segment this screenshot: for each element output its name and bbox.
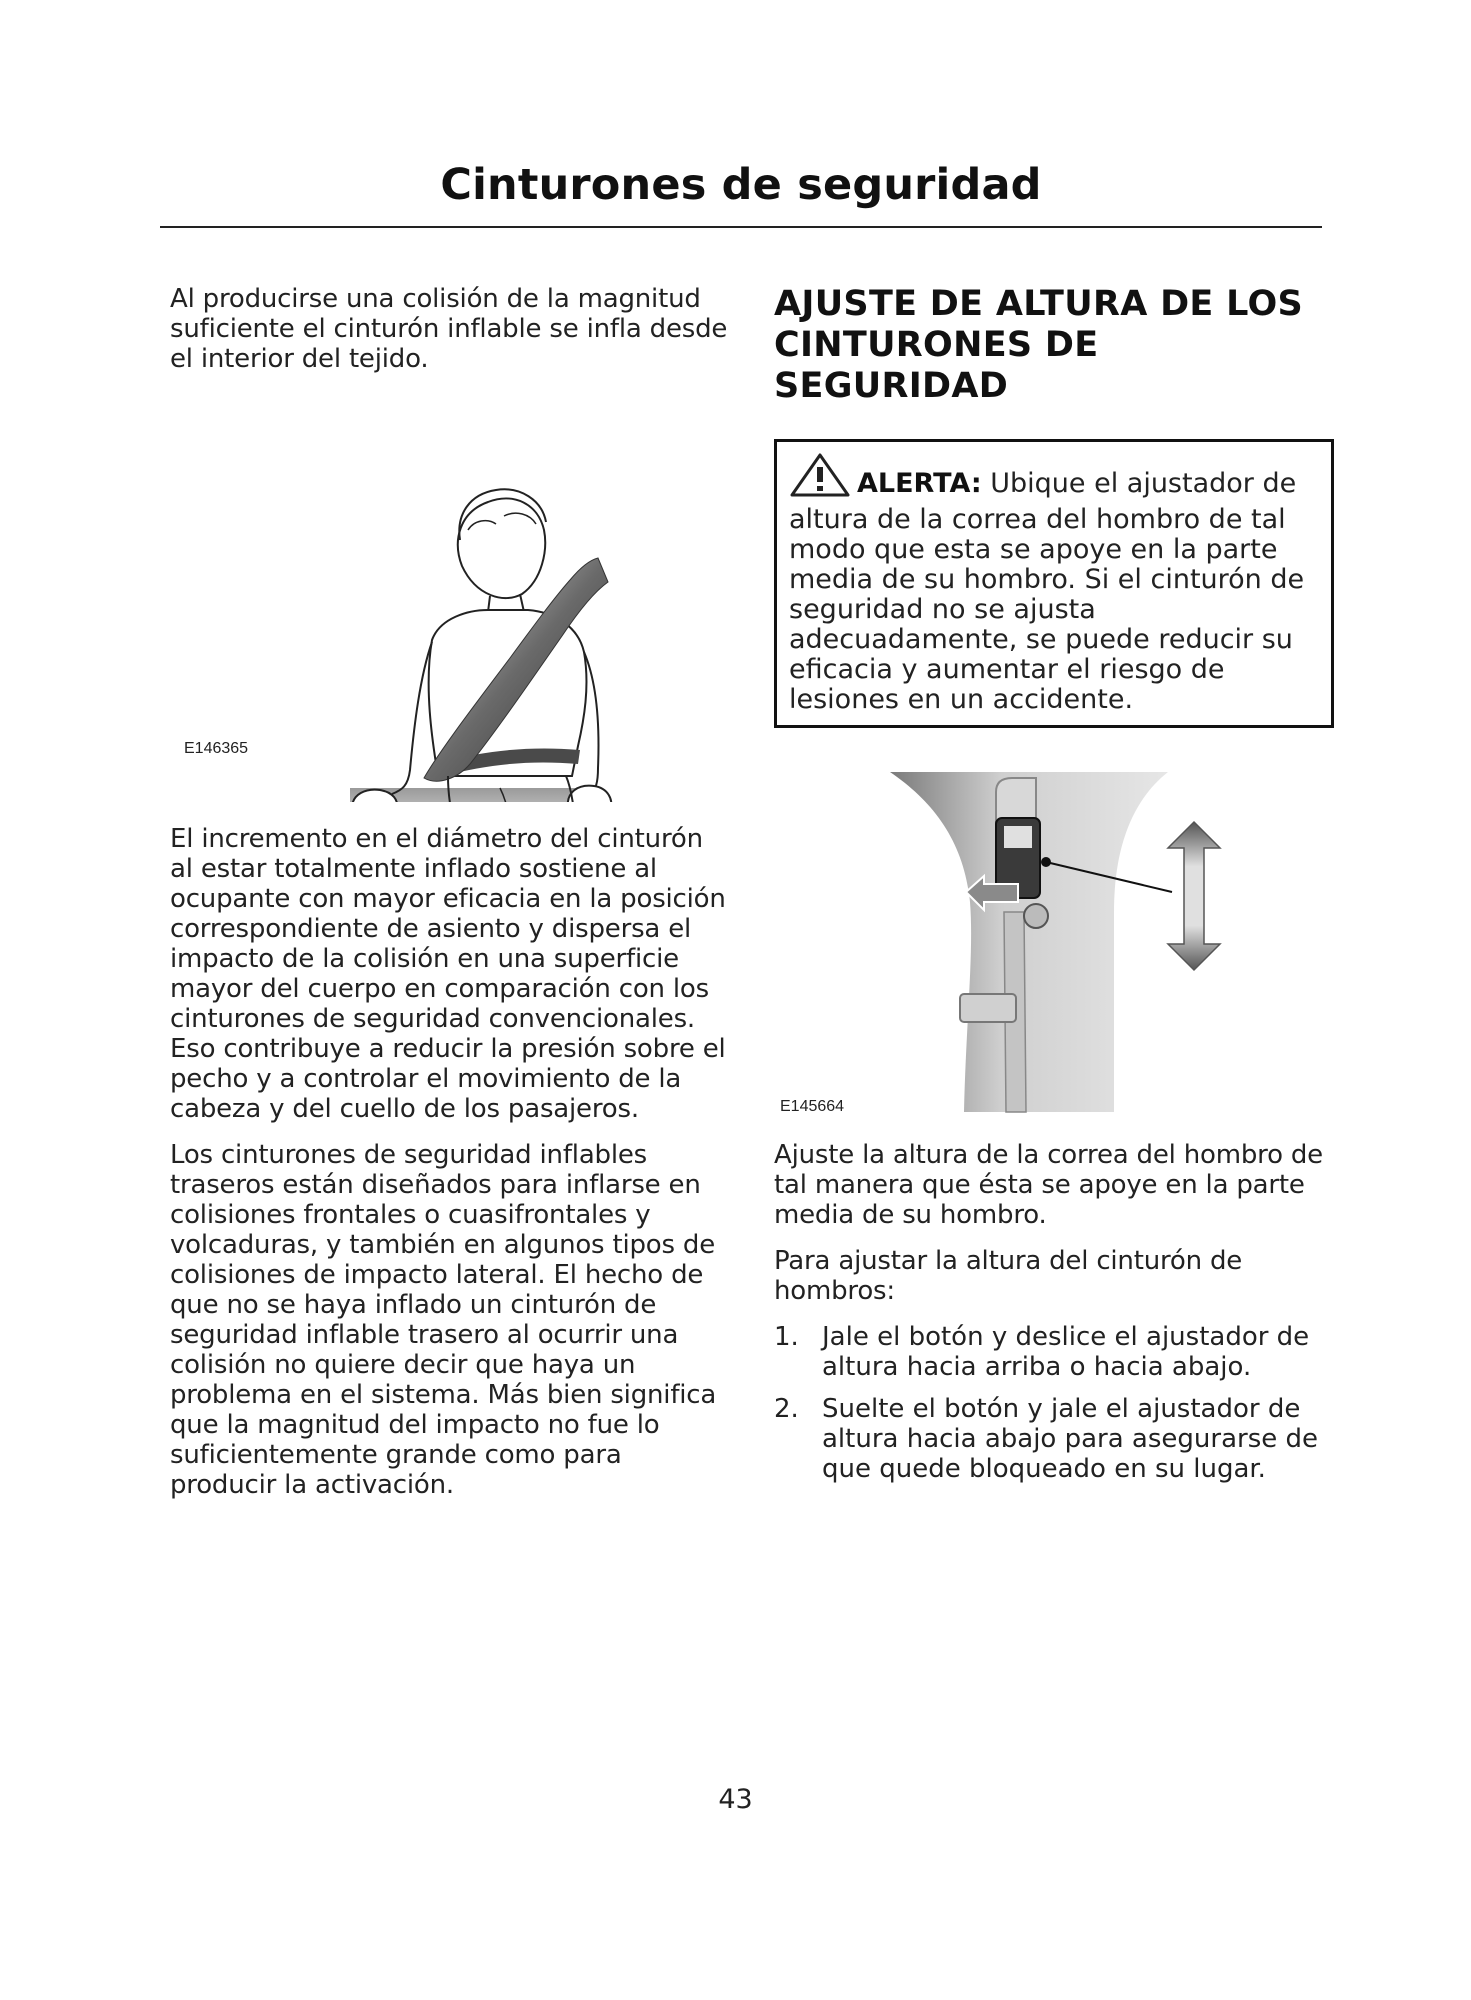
list-item bbox=[774, 1394, 1334, 1484]
figure-height-adjuster bbox=[774, 762, 1334, 1122]
paragraph-instructions-intro: Para ajustar la altura del cinturón de hombros: bbox=[774, 1246, 1243, 1306]
section-heading: AJUSTE DE ALTURA DE LOS CINTURONES DE SEGURIDAD bbox=[774, 284, 1304, 406]
right-column bbox=[774, 284, 1334, 1496]
warning-triangle-icon bbox=[789, 452, 851, 505]
paragraph-rear-inflatable: Los cinturones de seguridad inflables traseros están diseñados para inflarse en colisiones frontales o cuasifrontales y volcaduras, y también en algunos tipos de colisiones de impacto lateral. El hecho de que no se haya inflado un cinturón de seguridad inflable trasero al ocurrir una colisión no quiere decir que haya un problema en el sistema. Más bien significa que la magnitud del impacto no fue lo suficientemente grande como para producir la activación. bbox=[170, 1140, 717, 1500]
figure-code: E146365 bbox=[184, 740, 249, 757]
alert-box bbox=[774, 439, 1334, 728]
paragraph-inflation-effect: El incremento en el diámetro del cinturón al estar totalmente inflado sostiene al ocupante con mayor eficacia en la posición correspondiente de asiento y dispersa el impacto de la colisión en una superficie mayor del cuerpo en comparación con los cinturones de seguridad convencionales. Eso contribuye a reducir la presión sobre el pecho y a controlar el movimiento de la cabeza y del cuello de los pasajeros. bbox=[170, 824, 726, 1124]
intro-paragraph: Al producirse una colisión de la magnitud suficiente el cinturón inflable se infla desde el interior del tejido. bbox=[170, 284, 728, 374]
left-column bbox=[170, 284, 730, 1516]
title-divider bbox=[160, 226, 1322, 228]
steps-list bbox=[774, 1322, 1334, 1484]
step-text: Suelte el botón y jale el ajustador de altura hacia abajo para asegurarse de que quede bloqueado en su lugar. bbox=[822, 1394, 1319, 1484]
page-number: 43 bbox=[718, 1784, 753, 1815]
step-text: Jale el botón y deslice el ajustador de altura hacia arriba o hacia abajo. bbox=[822, 1322, 1310, 1382]
child-inflatable-seatbelt-illustration bbox=[170, 390, 730, 802]
alert-label: ALERTA: bbox=[857, 468, 982, 499]
figure-code: E145664 bbox=[780, 1098, 845, 1115]
paragraph-adjust-height: Ajuste la altura de la correa del hombro de tal manera que ésta se apoye en la parte media de su hombro. bbox=[774, 1140, 1323, 1230]
step-number: 1. bbox=[774, 1322, 799, 1352]
list-item bbox=[774, 1322, 1334, 1382]
figure-child-seatbelt bbox=[170, 390, 730, 802]
page-title: Cinturones de seguridad bbox=[440, 160, 1042, 210]
alert-text: Ubique el ajustador de altura de la correa del hombro de tal modo que esta se apoye en la parte media de su hombro. Si el cinturón de seguridad no se ajusta adecuadamente, se puede reducir su eficacia y aumentar el riesgo de lesiones en un accidente. bbox=[789, 468, 1305, 715]
step-number: 2. bbox=[774, 1394, 799, 1424]
seatbelt-height-adjuster-illustration bbox=[774, 762, 1334, 1122]
